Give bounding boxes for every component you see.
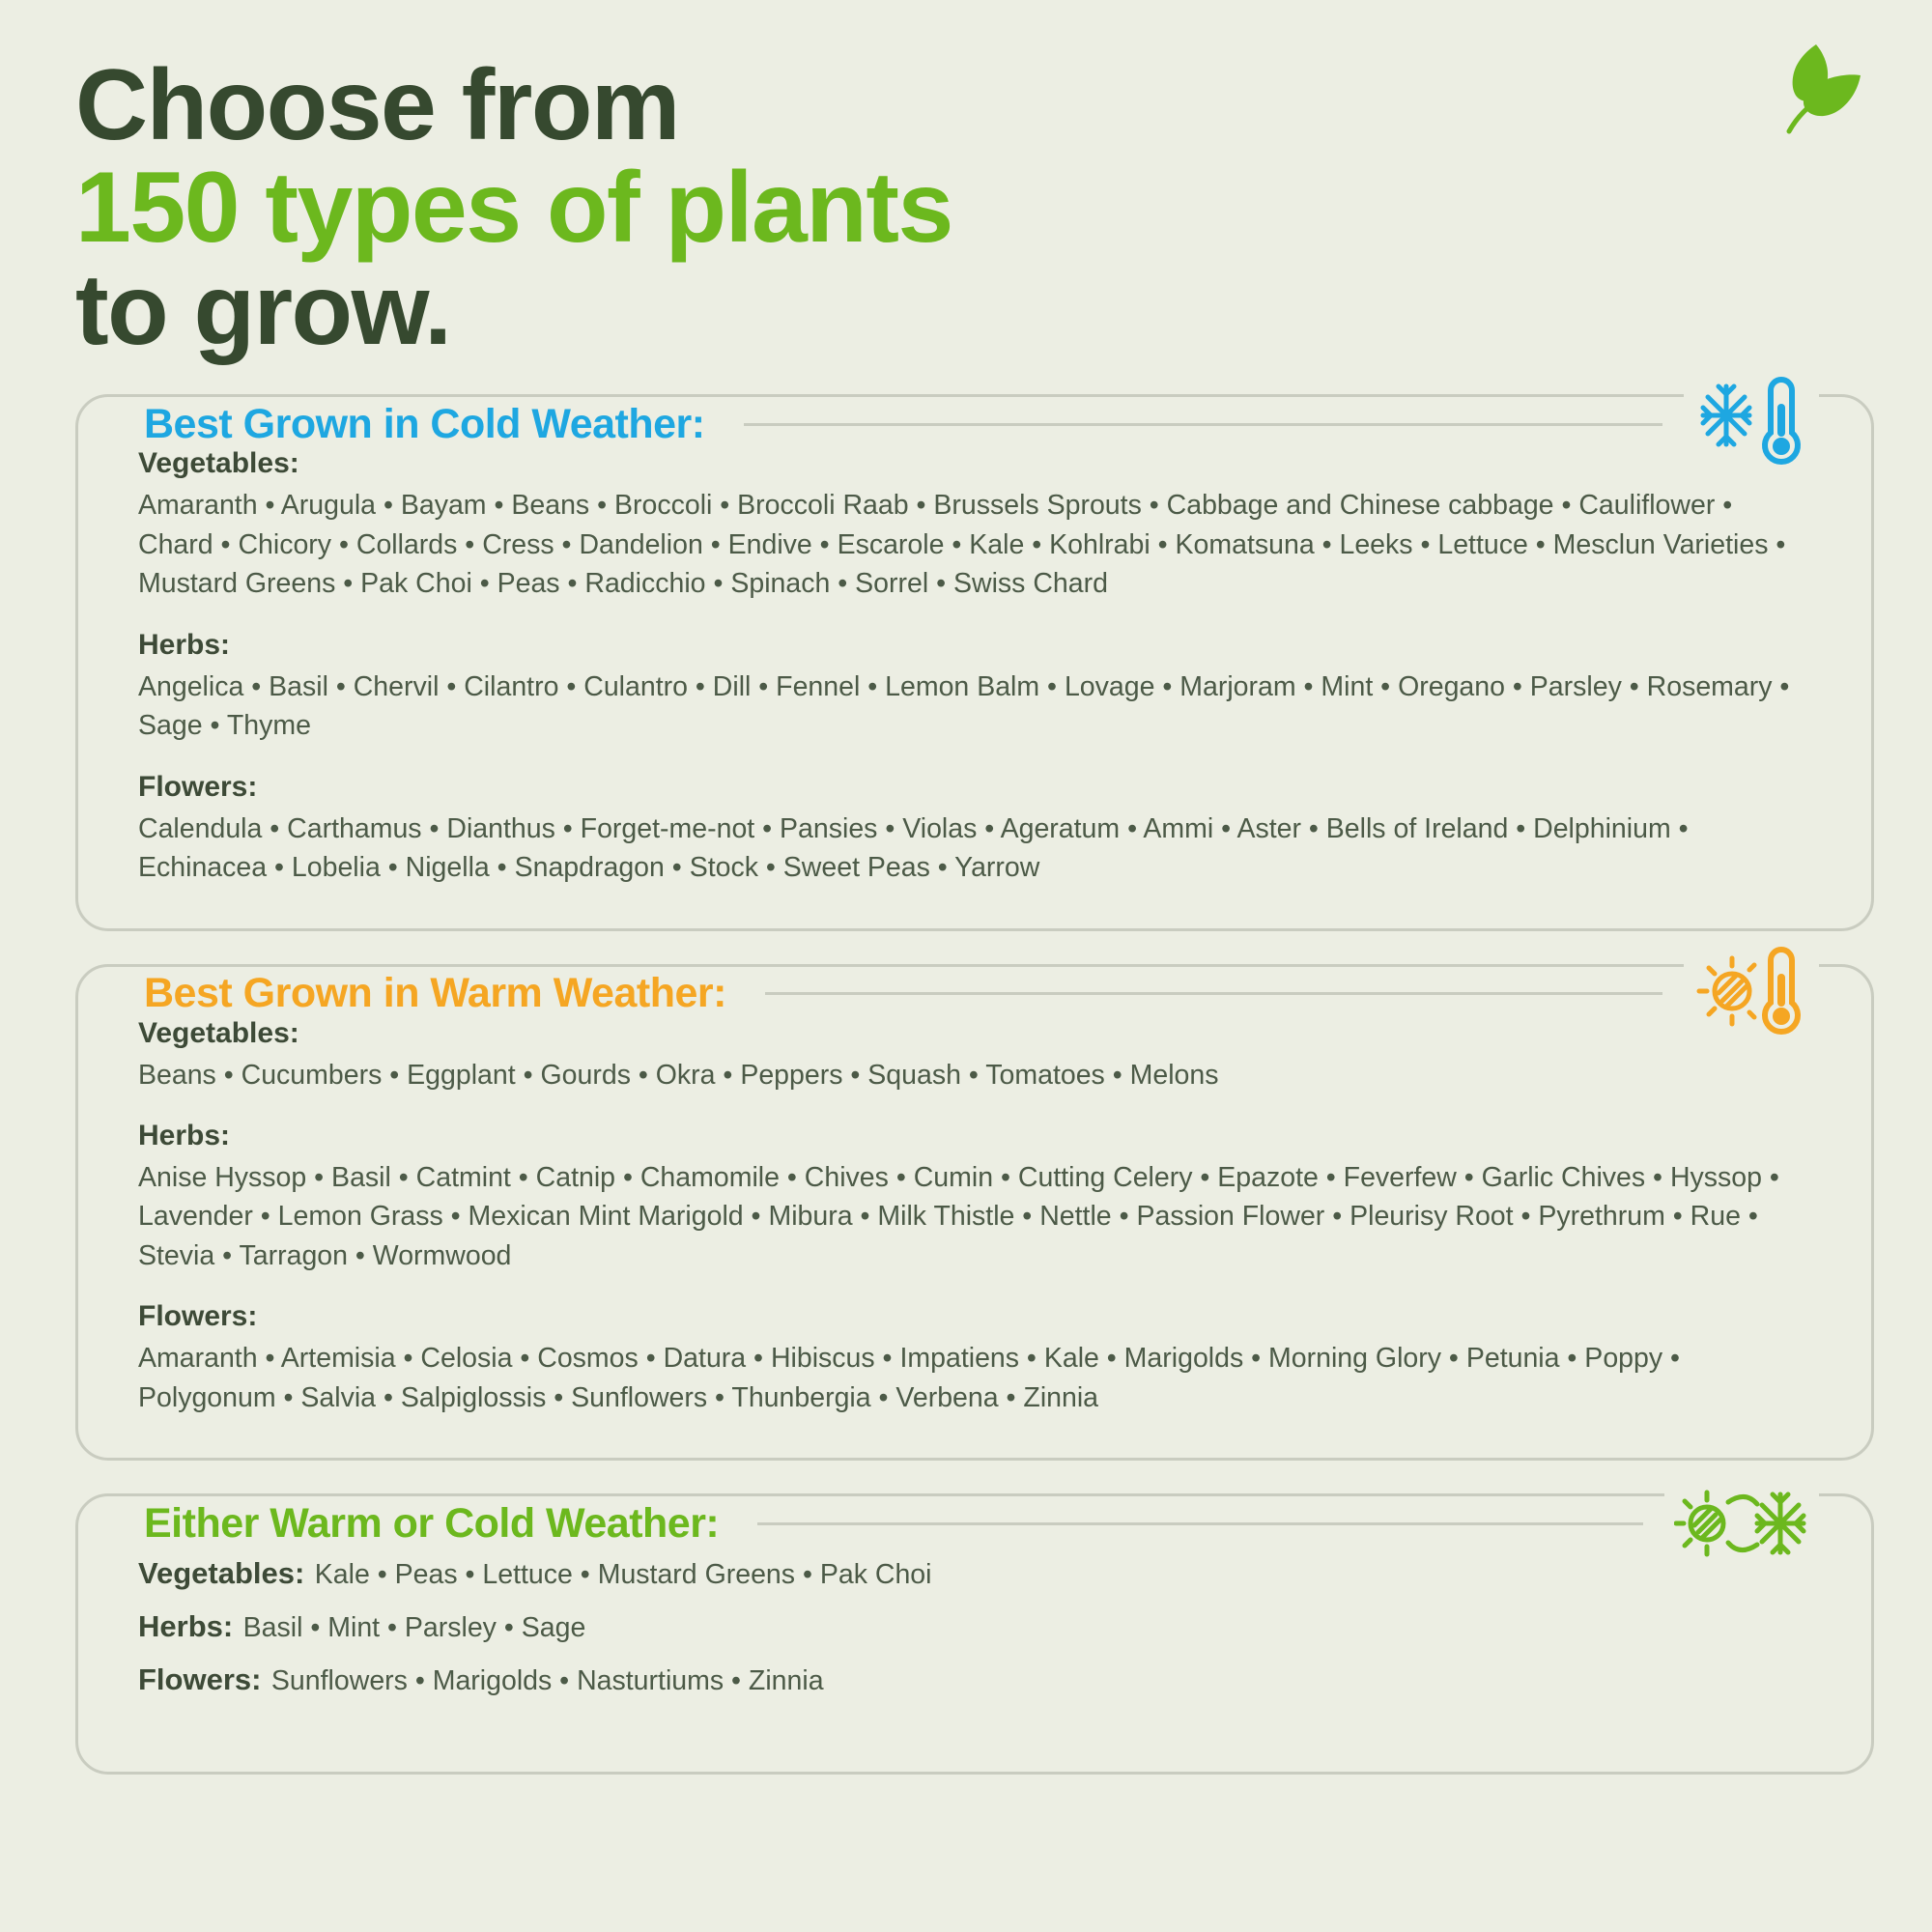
page-title — [75, 44, 1874, 367]
category-label: Vegetables: — [138, 1016, 299, 1049]
section-header-cold — [132, 371, 1819, 477]
headline-line-3: to grow. — [75, 254, 451, 367]
category-label: Herbs: — [138, 1609, 234, 1644]
category-block — [138, 771, 1819, 888]
category-block — [138, 1300, 1819, 1417]
category-label: Flowers: — [138, 770, 258, 803]
category-list: Calendula • Carthamus • Dianthus • Forget-me-not • Pansies • Violas • Ageratum • Ammi • Aster • Bells of Ireland • Delphinium • Echinacea • Lobelia • Nigella • Snapdragon • Stock • Sweet Peas • Yarrow — [138, 812, 1689, 884]
category-list: Anise Hyssop • Basil • Catmint • Catnip • Chamomile • Chives • Cumin • Cutting Celery • Epazote • Feverfew • Garlic Chives • Hyssop • Lavender • Lemon Grass • Mexican Mint Marigold • Mibura • Milk Thistle • Nettle • Passion Flower • Pleurisy Root • Pyrethrum • Rue • Stevia • Tarragon • Wormwood — [138, 1161, 1779, 1271]
snowflake-thermometer-icon — [1684, 371, 1819, 477]
section-title-warm: Best Grown in Warm Weather: — [132, 970, 744, 1017]
category-list: Amaranth • Artemisia • Celosia • Cosmos • Datura • Hibiscus • Impatiens • Kale • Marigolds • Morning Glory • Petunia • Poppy • Polygonum • Salvia • Salpiglossis • Sunflowers • Thunbergia • Verbena • Zinnia — [138, 1343, 1681, 1413]
category-list: Kale • Peas • Lettuce • Mustard Greens • Pak Choi — [314, 1559, 932, 1591]
leaf-icon — [1760, 35, 1868, 151]
section-either-weather — [75, 1493, 1874, 1774]
headline-line-1: Choose from — [75, 49, 679, 161]
category-label: Flowers: — [138, 1300, 258, 1333]
divider — [765, 992, 1662, 995]
category-label: Vegetables: — [138, 447, 299, 480]
section-header-either — [132, 1470, 1819, 1577]
category-list: Amaranth • Arugula • Bayam • Beans • Broccoli • Broccoli Raab • Brussels Sprouts • Cabbage and Chinese cabbage • Cauliflower • Chard • Chicory • Collards • Cress • Dandelion • Endive • Escarole • Kale • Kohlrabi • Komatsuna • Leeks • Lettuce • Mesclun Varieties • Mustard Greens • Pak Choi • Peas • Radicchio • Spinach • Sorrel • Swiss Chard — [138, 490, 1786, 600]
category-list: Sunflowers • Marigolds • Nasturtiums • Zinnia — [270, 1664, 824, 1696]
headline-line-2: 150 types of plants — [75, 152, 952, 265]
category-label: Herbs: — [138, 628, 231, 661]
section-cold-weather — [75, 394, 1874, 930]
category-block — [138, 1607, 1819, 1649]
section-header-warm — [132, 941, 1819, 1047]
category-label: Herbs: — [138, 1119, 231, 1151]
section-title-either: Either Warm or Cold Weather: — [132, 1500, 736, 1548]
sun-thermometer-icon — [1684, 941, 1819, 1047]
sun-snowflake-icon — [1664, 1470, 1819, 1577]
section-warm-weather — [75, 964, 1874, 1462]
divider — [757, 1522, 1643, 1525]
category-label: Vegetables: — [138, 1556, 305, 1591]
category-block — [138, 1120, 1819, 1275]
category-block — [138, 629, 1819, 746]
section-title-cold: Best Grown in Cold Weather: — [132, 401, 723, 448]
category-block — [138, 1661, 1819, 1702]
category-label: Flowers: — [138, 1662, 262, 1696]
category-list: Beans • Cucumbers • Eggplant • Gourds • Okra • Peppers • Squash • Tomatoes • Melons — [138, 1059, 1219, 1091]
category-list: Basil • Mint • Parsley • Sage — [242, 1612, 586, 1644]
category-list: Angelica • Basil • Chervil • Cilantro • Culantro • Dill • Fennel • Lemon Balm • Lovage • Marjoram • Mint • Oregano • Parsley • Rosemary • Sage • Thyme — [138, 670, 1790, 742]
divider — [744, 423, 1662, 426]
